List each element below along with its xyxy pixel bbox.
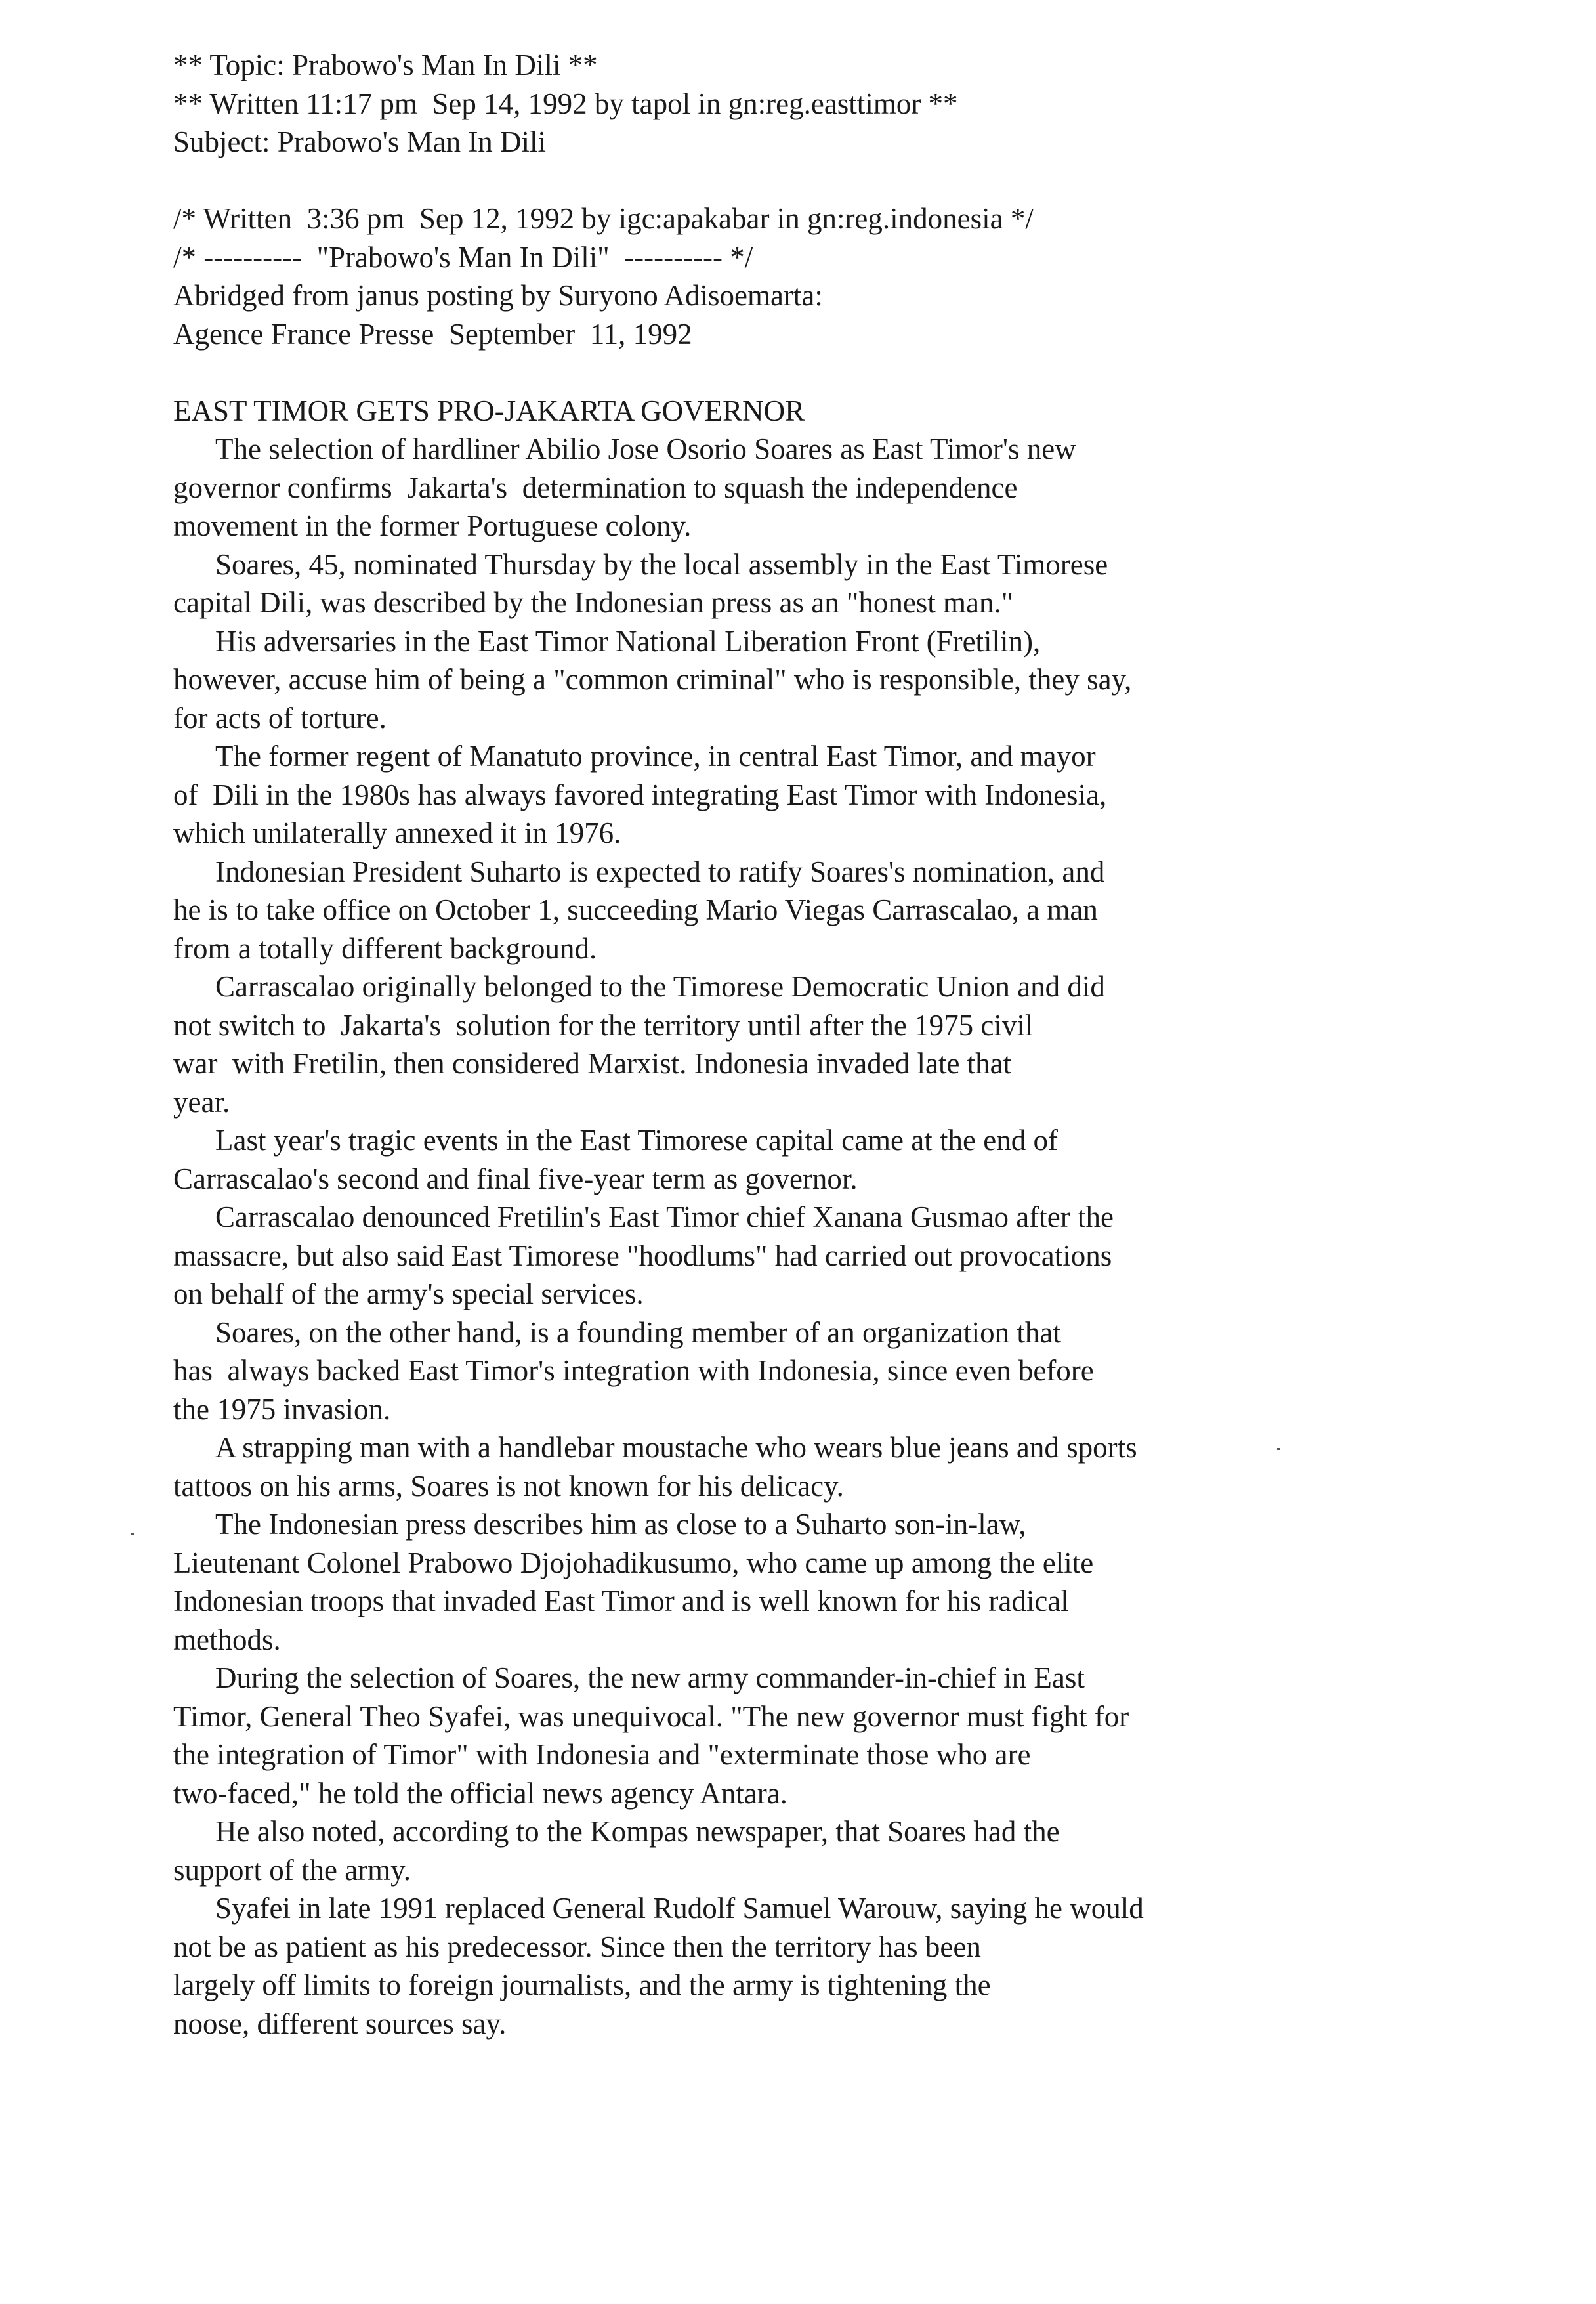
paragraph-line: Indonesian President Suharto is expected to ratify Soares's nomination, and [215,855,1105,888]
paragraph-line: His adversaries in the East Timor National Liberation Front (Fretilin), [215,624,1041,658]
document-page [173,46,1341,2043]
paragraph-line: not be as patient as his predecessor. Since then the territory has been [173,1930,981,1963]
paragraph-line: which unilaterally annexed it in 1976. [173,817,621,849]
spacer [173,353,1341,392]
article-paragraph [173,545,1341,622]
article-paragraph [173,1505,1341,1659]
paragraph-line: Lieutenant Colonel Prabowo Djojohadikusumo, who came up among the elite [173,1546,1094,1579]
paragraph-line: Soares, 45, nominated Thursday by the local assembly in the East Timorese [215,547,1108,581]
paragraph-line: capital Dili, was described by the Indonesian press as an "honest man." [173,586,1014,619]
paragraph-line: movement in the former Portuguese colony. [173,509,692,542]
paragraph-line: Last year's tragic events in the East Timorese capital came at the end of [215,1124,1058,1157]
paragraph-line: the integration of Timor" with Indonesia and "exterminate those who are [173,1738,1031,1771]
paragraph-line: Timor, General Theo Syafei, was unequivocal. "The new governor must fight for [173,1699,1129,1733]
paragraph-line: war with Fretilin, then considered Marxist. Indonesia invaded late that [173,1047,1012,1080]
paragraph-line: on behalf of the army's special services. [173,1277,644,1310]
paragraph-line: methods. [173,1623,281,1656]
paragraph-line: noose, different sources say. [173,2007,507,2040]
paragraph-line: The former regent of Manatuto province, in central East Timor, and mayor [215,740,1096,773]
paragraph-line: He also noted, according to the Kompas newspaper, that Soares had the [215,1815,1060,1848]
header-written: ** Written 11:17 pm Sep 14, 1992 by tapol in gn:reg.easttimor ** [173,87,958,120]
forward-title: /* ---------- "Prabowo's Man In Dili" ---------- */ [173,240,753,274]
article-paragraph [173,1121,1341,1198]
paragraph-line: year. [173,1085,230,1119]
spacer [173,161,1341,200]
paragraph-line: from a totally different background. [173,931,597,965]
article-body [173,430,1341,2043]
paragraph-line: the 1975 invasion. [173,1392,391,1426]
paragraph-line: A strapping man with a handlebar moustache who wears blue jeans and sports [215,1431,1137,1464]
article-headline: EAST TIMOR GETS PRO-JAKARTA GOVERNOR [173,394,805,427]
paragraph-line: not switch to Jakarta's solution for the territory until after the 1975 civil [173,1008,1034,1042]
paragraph-line: Carrascalao originally belonged to the Timorese Democratic Union and did [215,970,1105,1003]
paragraph-line: he is to take office on October 1, succeeding Mario Viegas Carrascalao, a man [173,893,1098,926]
article-paragraph [173,853,1341,968]
paragraph-line: During the selection of Soares, the new army commander-in-chief in East [215,1661,1085,1694]
paragraph-line: two-faced," he told the official news agency Antara. [173,1776,788,1810]
article-paragraph [173,968,1341,1121]
paragraph-line: Indonesian troops that invaded East Timor and is well known for his radical [173,1585,1069,1617]
forward-source: Agence France Presse September 11, 1992 [173,317,692,351]
paragraph-line: The Indonesian press describes him as close to a Suharto son-in-law, [215,1508,1026,1541]
paragraph-line: governor confirms Jakarta's determination to squash the independence [173,471,1018,504]
article-paragraph [173,1428,1341,1505]
paragraph-line: however, accuse him of being a "common criminal" who is responsible, they say, [173,663,1132,696]
forward-written: /* Written 3:36 pm Sep 12, 1992 by igc:apakabar in gn:reg.indonesia */ [173,202,1034,235]
forward-abridged: Abridged from janus posting by Suryono Adisoemarta: [173,279,823,312]
article-paragraph [173,1812,1341,1889]
header-subject: Subject: Prabowo's Man In Dili [173,125,547,158]
article-paragraph [173,622,1341,738]
article-paragraph [173,1889,1341,2043]
article-paragraph [173,430,1341,545]
article-paragraph [173,1659,1341,1812]
paragraph-line: The selection of hardliner Abilio Jose Osorio Soares as East Timor's new [215,433,1076,465]
paragraph-line: Syafei in late 1991 replaced General Rudolf Samuel Warouw, saying he would [215,1892,1144,1925]
header-topic: ** Topic: Prabowo's Man In Dili ** [173,49,598,81]
paragraph-line: has always backed East Timor's integration with Indonesia, since even before [173,1354,1094,1387]
paragraph-line: of Dili in the 1980s has always favored integrating East Timor with Indonesia, [173,778,1107,811]
paragraph-line: Carrascalao's second and final five-year term as governor. [173,1162,858,1195]
paragraph-line: for acts of torture. [173,701,387,735]
paragraph-line: Carrascalao denounced Fretilin's East Timor chief Xanana Gusmao after the [215,1201,1114,1233]
article-paragraph [173,1313,1341,1429]
paragraph-line: tattoos on his arms, Soares is not known for his delicacy. [173,1469,844,1503]
paragraph-line: support of the army. [173,1853,411,1887]
scan-speck [131,1533,134,1535]
paragraph-line: massacre, but also said East Timorese "hoodlums" had carried out provocations [173,1239,1112,1272]
article-paragraph [173,737,1341,853]
paragraph-line: Soares, on the other hand, is a founding member of an organization that [215,1315,1061,1349]
paragraph-line: largely off limits to foreign journalists, and the army is tightening the [173,1969,991,2001]
article-paragraph [173,1198,1341,1313]
scan-speck [1277,1448,1280,1450]
